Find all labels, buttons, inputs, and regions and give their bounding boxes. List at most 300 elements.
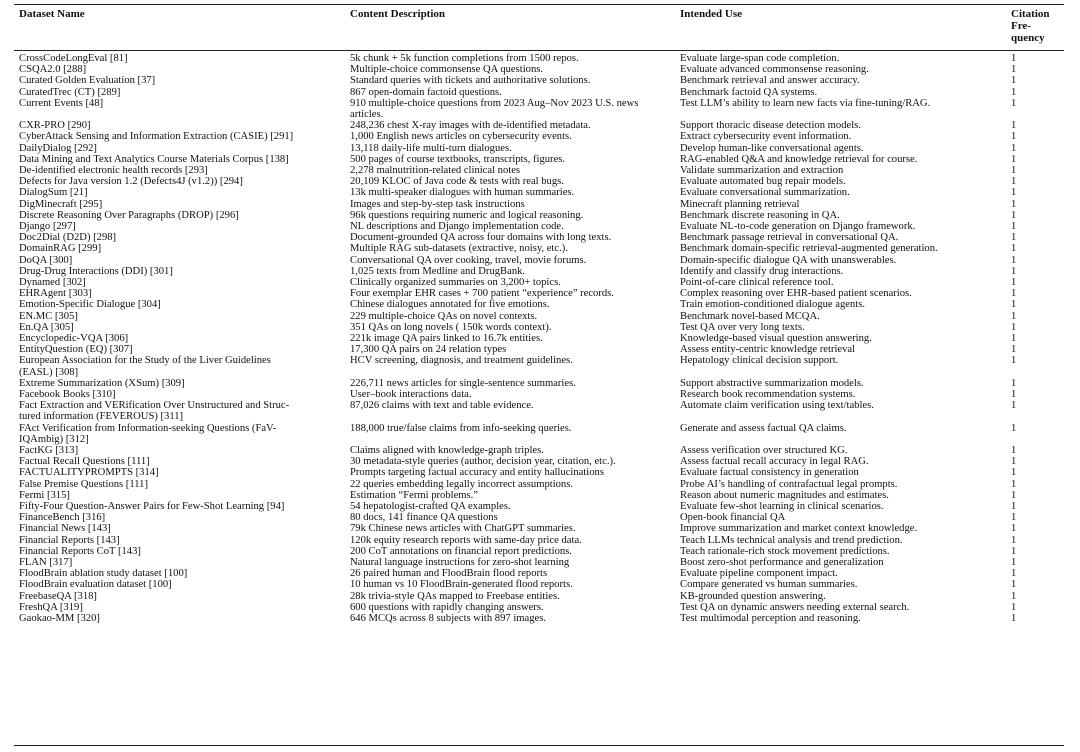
citation-frequency-cell-line: 1 [1011, 389, 1017, 400]
intended-use-cell-line: Develop human-like conversational agents. [680, 142, 864, 154]
citation-frequency-cell-line: 1 [1011, 545, 1017, 557]
header-content-description: Content Description [350, 8, 446, 20]
dataset-name-cell [19, 591, 339, 602]
content-description-cell-line: 10 human vs 10 FloodBrain-generated flood reports. [350, 579, 573, 591]
content-description-cell-line: Images and step-by-step task instructions [350, 198, 525, 210]
content-description-cell [350, 546, 670, 557]
intended-use-cell [680, 266, 1000, 277]
content-description-cell [350, 602, 670, 613]
dataset-name-cell-line: EntityQuestion (EQ) [307] [19, 344, 133, 356]
dataset-name-cell-line: Extreme Summarization (XSum) [309] [19, 377, 185, 389]
dataset-name-cell [19, 456, 339, 467]
content-description-cell-line: Four exemplar EHR cases + 700 patient “experience” records. [350, 288, 614, 300]
citation-frequency-cell-line: 1 [1011, 333, 1017, 344]
citation-frequency-cell [1011, 154, 1061, 165]
content-description-cell [350, 255, 670, 266]
intended-use-cell [680, 501, 1000, 512]
intended-use-cell [680, 131, 1000, 142]
intended-use-cell-line: Teach rationale-rich stock movement predictions. [680, 545, 890, 557]
citation-frequency-cell-line: 1 [1011, 86, 1017, 98]
intended-use-cell-line: Compare generated vs human summaries. [680, 579, 858, 591]
intended-use-cell-line: Evaluate large-span code completion. [680, 53, 840, 64]
content-description-cell [350, 423, 670, 434]
content-description-cell [350, 344, 670, 355]
content-description-cell-line: Estimation “Fermi problems.” [350, 489, 478, 501]
citation-frequency-cell-line: 1 [1011, 97, 1017, 109]
content-description-cell [350, 98, 670, 120]
content-description-cell-line: 646 MCQs across 8 subjects with 897 images. [350, 613, 546, 624]
content-description-cell-line: 229 multiple-choice QAs on novel contexts. [350, 310, 538, 322]
citation-frequency-cell-line: 1 [1011, 613, 1017, 624]
citation-frequency-cell-line: 1 [1011, 557, 1017, 568]
intended-use-cell [680, 255, 1000, 266]
content-description-cell [350, 445, 670, 456]
citation-frequency-cell [1011, 277, 1061, 288]
citation-frequency-cell-line: 1 [1011, 299, 1017, 311]
intended-use-cell-line: Benchmark passage retrieval in conversational QA. [680, 232, 899, 244]
content-description-cell [350, 311, 670, 322]
content-description-cell [350, 165, 670, 176]
citation-frequency-cell [1011, 389, 1061, 400]
content-description-cell [350, 355, 670, 366]
header-dataset-name: Dataset Name [19, 8, 85, 20]
intended-use-cell-line: Automate claim verification using text/tables. [680, 400, 874, 412]
content-description-cell [350, 87, 670, 98]
intended-use-cell-line: Reason about numeric magnitudes and estimates. [680, 489, 889, 501]
intended-use-cell-line: Research book recommendation systems. [680, 389, 856, 400]
intended-use-cell [680, 456, 1000, 467]
citation-frequency-cell [1011, 512, 1061, 523]
content-description-cell [350, 490, 670, 501]
citation-frequency-cell-line: 1 [1011, 601, 1017, 613]
dataset-name-cell [19, 400, 339, 422]
dataset-name-cell-line: Discrete Reasoning Over Paragraphs (DROP) [296] [19, 209, 239, 221]
content-description-cell [350, 568, 670, 579]
citation-frequency-cell-line: 1 [1011, 478, 1017, 490]
dataset-name-cell-line: DialogSum [21] [19, 187, 88, 199]
content-description-cell-line: 200 CoT annotations on financial report predictions. [350, 545, 572, 557]
content-description-cell-line: 351 QAs on long novels ( 150k words context). [350, 321, 552, 333]
content-description-cell [350, 187, 670, 198]
citation-frequency-cell-line: 1 [1011, 590, 1017, 602]
content-description-cell-line: 5k chunk + 5k function completions from 1500 repos. [350, 53, 579, 64]
dataset-name-cell-line: FloodBrain ablation study dataset [100] [19, 568, 188, 580]
dataset-name-cell-line: Doc2Dial (D2D) [298] [19, 232, 117, 244]
citation-frequency-cell-line: 1 [1011, 579, 1017, 591]
intended-use-cell [680, 143, 1000, 154]
citation-frequency-cell-line: 1 [1011, 445, 1017, 456]
citation-frequency-cell [1011, 131, 1061, 142]
content-description-cell [350, 456, 670, 467]
dataset-name-cell-line-2: (EASL) [308] [19, 366, 79, 378]
intended-use-cell [680, 232, 1000, 243]
intended-use-cell [680, 546, 1000, 557]
intended-use-cell [680, 221, 1000, 232]
citation-frequency-cell [1011, 344, 1061, 355]
intended-use-cell-line: Validate summarization and extraction [680, 165, 844, 176]
intended-use-cell [680, 490, 1000, 501]
citation-frequency-cell [1011, 423, 1061, 434]
citation-frequency-cell-line: 1 [1011, 131, 1017, 143]
dataset-name-cell [19, 389, 339, 400]
intended-use-cell [680, 467, 1000, 478]
dataset-name-cell-line: CuratedTrec (CT) [289] [19, 86, 121, 98]
intended-use-cell-line: Evaluate factual consistency in generation [680, 467, 859, 479]
intended-use-cell-line: Train emotion-conditioned dialogue agents. [680, 299, 865, 311]
content-description-cell [350, 467, 670, 478]
intended-use-cell [680, 591, 1000, 602]
content-description-cell [350, 131, 670, 142]
dataset-name-cell-line: CXR-PRO [290] [19, 120, 91, 132]
dataset-name-cell [19, 277, 339, 288]
citation-frequency-cell [1011, 523, 1061, 534]
content-description-cell [350, 120, 670, 131]
content-description-cell-line: 22 queries embedding legally incorrect assumptions. [350, 478, 574, 490]
dataset-name-cell-line: FreebaseQA [318] [19, 590, 97, 602]
intended-use-cell [680, 322, 1000, 333]
intended-use-cell-line: Evaluate NL-to-code generation on Django framework. [680, 221, 916, 232]
citation-frequency-cell-line: 1 [1011, 53, 1017, 64]
intended-use-cell-line: Knowledge-based visual question answering. [680, 333, 872, 344]
citation-frequency-cell-line: 1 [1011, 288, 1017, 300]
citation-frequency-cell [1011, 232, 1061, 243]
dataset-name-cell [19, 579, 339, 590]
citation-frequency-cell-line: 1 [1011, 501, 1017, 512]
dataset-name-cell [19, 143, 339, 154]
header-citation-line1: Citation [1011, 8, 1050, 20]
citation-frequency-cell-line: 1 [1011, 198, 1017, 210]
content-description-cell [350, 613, 670, 624]
dataset-name-cell-line: FinanceBench [316] [19, 512, 106, 524]
intended-use-cell [680, 479, 1000, 490]
citation-frequency-cell [1011, 210, 1061, 221]
content-description-cell-line: Multiple-choice commonsense QA questions. [350, 64, 544, 76]
intended-use-cell [680, 568, 1000, 579]
content-description-cell-line: User–book interactions data. [350, 389, 472, 400]
content-description-cell [350, 333, 670, 344]
dataset-name-cell-line: FactKG [313] [19, 445, 79, 456]
content-description-cell-line: 26 paired human and FloodBrain flood reports [350, 568, 548, 580]
dataset-name-cell [19, 311, 339, 322]
dataset-name-cell [19, 445, 339, 456]
intended-use-cell [680, 64, 1000, 75]
content-description-cell-line: Claims aligned with knowledge-graph triples. [350, 445, 544, 456]
citation-frequency-cell [1011, 333, 1061, 344]
dataset-name-cell [19, 120, 339, 131]
intended-use-cell-line: Extract cybersecurity event information. [680, 131, 852, 143]
citation-frequency-cell [1011, 255, 1061, 266]
citation-frequency-cell-line: 1 [1011, 489, 1017, 501]
content-description-cell-line: NL descriptions and Django implementation code. [350, 221, 564, 232]
content-description-cell-line: 226,711 news articles for single-sentence summaries. [350, 377, 576, 389]
citation-frequency-cell-line: 1 [1011, 344, 1017, 356]
header-intended-use: Intended Use [680, 8, 743, 20]
intended-use-cell-line: Benchmark domain-specific retrieval-augmented generation. [680, 243, 938, 255]
content-description-cell-line: 20,109 KLOC of Java code & tests with real bugs. [350, 176, 564, 188]
citation-frequency-cell-line: 1 [1011, 400, 1017, 412]
content-description-cell-line: 120k equity research reports with same-day price data. [350, 534, 582, 546]
dataset-name-cell-line: Data Mining and Text Analytics Course Materials Corpus [138] [19, 153, 289, 165]
content-description-cell [350, 266, 670, 277]
content-description-cell [350, 579, 670, 590]
dataset-name-cell-line: Emotion-Specific Dialogue [304] [19, 299, 161, 311]
content-description-cell-line: 1,025 texts from Medline and DrugBank. [350, 265, 526, 277]
dataset-name-cell-line-2: IQAmbig) [312] [19, 433, 89, 445]
intended-use-cell-line: Hepatology clinical decision support. [680, 355, 839, 367]
dataset-name-cell [19, 75, 339, 86]
citation-frequency-cell-line: 1 [1011, 512, 1017, 524]
citation-frequency-cell [1011, 87, 1061, 98]
content-description-cell-line: Clinically organized summaries on 3,200+ topics. [350, 277, 561, 288]
dataset-name-cell-line: Drug-Drug Interactions (DDI) [301] [19, 265, 173, 277]
citation-frequency-cell [1011, 535, 1061, 546]
content-description-cell-line: 248,236 chest X-ray images with de-identified metadata. [350, 120, 591, 132]
content-description-cell [350, 400, 670, 411]
dataset-name-cell-line: DailyDialog [292] [19, 142, 97, 154]
content-description-cell-line: Prompts targeting factual accuracy and entity hallucinations [350, 467, 604, 479]
bottom-rule [14, 745, 1064, 746]
intended-use-cell [680, 98, 1000, 109]
citation-frequency-cell [1011, 322, 1061, 333]
intended-use-cell-line: Benchmark retrieval and answer accuracy. [680, 75, 860, 87]
citation-frequency-cell [1011, 557, 1061, 568]
intended-use-cell-line: RAG-enabled Q&A and knowledge retrieval for course. [680, 153, 918, 165]
citation-frequency-cell-line: 1 [1011, 232, 1017, 244]
dataset-name-cell-line: Financial Reports [143] [19, 534, 120, 546]
intended-use-cell [680, 299, 1000, 310]
dataset-name-cell-line: FreshQA [319] [19, 601, 83, 613]
dataset-name-cell [19, 243, 339, 254]
dataset-name-cell [19, 613, 339, 624]
intended-use-cell-line: Evaluate conversational summarization. [680, 187, 850, 199]
content-description-cell [350, 591, 670, 602]
citation-frequency-cell [1011, 299, 1061, 310]
citation-frequency-cell-line: 1 [1011, 467, 1017, 479]
dataset-name-cell-line: FACTUALITYPROMPTS [314] [19, 467, 159, 479]
dataset-name-cell-line: Curated Golden Evaluation [37] [19, 75, 156, 87]
dataset-name-cell-line: European Association for the Study of the Liver Guidelines [19, 355, 271, 367]
citation-frequency-cell-line: 1 [1011, 310, 1017, 322]
citation-frequency-cell [1011, 602, 1061, 613]
content-description-cell-line: Document-grounded QA across four domains with long texts. [350, 232, 612, 244]
dataset-name-cell-line: Defects for Java version 1.2 (Defects4J (v1.2)) [294] [19, 176, 243, 188]
intended-use-cell [680, 333, 1000, 344]
dataset-name-cell [19, 490, 339, 501]
citation-frequency-cell [1011, 546, 1061, 557]
citation-frequency-cell [1011, 64, 1061, 75]
citation-frequency-cell [1011, 165, 1061, 176]
intended-use-cell [680, 53, 1000, 64]
content-description-cell-line: 600 questions with rapidly changing answers. [350, 601, 544, 613]
dataset-name-cell-line: FloodBrain evaluation dataset [100] [19, 579, 172, 591]
intended-use-cell [680, 210, 1000, 221]
citation-frequency-cell [1011, 591, 1061, 602]
content-description-cell-line: 13k multi-speaker dialogues with human summaries. [350, 187, 575, 199]
content-description-cell [350, 557, 670, 568]
citation-frequency-cell [1011, 187, 1061, 198]
dataset-name-cell [19, 512, 339, 523]
dataset-name-cell-line: Fermi [315] [19, 489, 70, 501]
citation-frequency-cell-line: 1 [1011, 187, 1017, 199]
intended-use-cell-line: Identify and classify drug interactions. [680, 265, 844, 277]
citation-frequency-cell-line: 1 [1011, 534, 1017, 546]
dataset-name-cell-line: CrossCodeLongEval [81] [19, 53, 128, 64]
content-description-cell-line: 221k image QA pairs linked to 16.7k entities. [350, 333, 543, 344]
content-description-cell-line: Natural language instructions for zero-shot learning [350, 557, 570, 568]
dataset-name-cell-line: DomainRAG [299] [19, 243, 102, 255]
citation-frequency-cell [1011, 400, 1061, 411]
intended-use-cell [680, 512, 1000, 523]
citation-frequency-cell [1011, 456, 1061, 467]
dataset-name-cell-line: Encyclopedic-VQA [306] [19, 333, 129, 344]
citation-frequency-cell [1011, 143, 1061, 154]
citation-frequency-cell [1011, 355, 1061, 366]
intended-use-cell [680, 199, 1000, 210]
dataset-name-cell [19, 199, 339, 210]
intended-use-cell [680, 535, 1000, 546]
citation-frequency-cell-line: 1 [1011, 176, 1017, 188]
intended-use-cell [680, 243, 1000, 254]
intended-use-cell [680, 602, 1000, 613]
dataset-name-cell-line: De-identified electronic health records [293] [19, 165, 208, 176]
intended-use-cell-line: Benchmark novel-based MCQA. [680, 310, 820, 322]
citation-frequency-cell-line: 1 [1011, 209, 1017, 221]
intended-use-cell [680, 311, 1000, 322]
content-description-cell-line: Conversational QA over cooking, travel, movie forums. [350, 254, 587, 266]
content-description-cell-line: 87,026 claims with text and table evidence. [350, 400, 534, 412]
dataset-name-cell-line-2: tured information (FEVEROUS) [311] [19, 411, 184, 423]
content-description-cell [350, 389, 670, 400]
content-description-cell-line: Chinese dialogues annotated for five emotions. [350, 299, 550, 311]
intended-use-cell-line: Benchmark discrete reasoning in QA. [680, 209, 840, 221]
citation-frequency-cell [1011, 75, 1061, 86]
intended-use-cell-line: Assess factual recall accuracy in legal RAG. [680, 456, 869, 468]
content-description-cell-line: 17,300 QA pairs on 24 relation types [350, 344, 507, 356]
content-description-cell [350, 322, 670, 333]
citation-frequency-cell [1011, 490, 1061, 501]
citation-frequency-cell [1011, 266, 1061, 277]
citation-frequency-cell [1011, 311, 1061, 322]
intended-use-cell-line: Assess verification over structured KG. [680, 445, 848, 456]
content-description-cell [350, 64, 670, 75]
content-description-cell [350, 277, 670, 288]
intended-use-cell [680, 165, 1000, 176]
dataset-name-cell-line: DoQA [300] [19, 254, 73, 266]
content-description-cell-line: Multiple RAG sub-datasets (extractive, noisy, etc.). [350, 243, 568, 255]
dataset-name-cell [19, 53, 339, 64]
dataset-name-cell-line: Financial Reports CoT [143] [19, 545, 141, 557]
content-description-cell-line: 79k Chinese news articles with ChatGPT summaries. [350, 523, 576, 535]
dataset-name-cell-line: Dynamed [302] [19, 277, 86, 288]
dataset-name-cell-line: DigMinecraft [295] [19, 198, 103, 210]
intended-use-cell-line: Teach LLMs technical analysis and trend prediction. [680, 534, 903, 546]
citation-frequency-cell [1011, 501, 1061, 512]
citation-frequency-cell [1011, 479, 1061, 490]
citation-frequency-cell-line: 1 [1011, 456, 1017, 468]
citation-frequency-cell-line: 1 [1011, 221, 1017, 232]
citation-frequency-cell [1011, 243, 1061, 254]
citation-frequency-cell [1011, 467, 1061, 478]
intended-use-cell-line: Minecraft planning retrieval [680, 198, 800, 210]
intended-use-cell [680, 378, 1000, 389]
dataset-name-cell [19, 266, 339, 277]
intended-use-cell [680, 176, 1000, 187]
header-citation-frequency [1011, 8, 1061, 44]
intended-use-cell [680, 579, 1000, 590]
intended-use-cell-line: Generate and assess factual QA claims. [680, 422, 847, 434]
intended-use-cell [680, 75, 1000, 86]
dataset-name-cell-line: Factual Recall Questions [111] [19, 456, 150, 468]
citation-frequency-cell [1011, 288, 1061, 299]
dataset-name-cell [19, 165, 339, 176]
dataset-name-cell [19, 557, 339, 568]
content-description-cell [350, 75, 670, 86]
intended-use-cell [680, 154, 1000, 165]
citation-frequency-cell-line: 1 [1011, 568, 1017, 580]
intended-use-cell [680, 120, 1000, 131]
content-description-cell [350, 479, 670, 490]
content-description-cell [350, 378, 670, 389]
intended-use-cell-line: Evaluate few-shot learning in clinical scenarios. [680, 501, 884, 512]
dataset-name-cell [19, 479, 339, 490]
content-description-cell [350, 232, 670, 243]
content-description-cell [350, 221, 670, 232]
content-description-cell-line: 54 hepatologist-crafted QA examples. [350, 501, 511, 512]
header-citation-line3: quency [1011, 32, 1045, 44]
intended-use-cell-line: KB-grounded question answering. [680, 590, 826, 602]
citation-frequency-cell-line: 1 [1011, 64, 1017, 76]
dataset-name-cell [19, 221, 339, 232]
citation-frequency-cell-line: 1 [1011, 254, 1017, 266]
intended-use-cell-line: Support abstractive summarization models. [680, 377, 864, 389]
intended-use-cell [680, 389, 1000, 400]
dataset-name-cell [19, 187, 339, 198]
dataset-name-cell [19, 255, 339, 266]
citation-frequency-cell [1011, 568, 1061, 579]
intended-use-cell-line: Open-book financial QA [680, 512, 786, 524]
citation-frequency-cell-line: 1 [1011, 165, 1017, 176]
intended-use-cell [680, 523, 1000, 534]
intended-use-cell [680, 187, 1000, 198]
dataset-name-cell-line: FAct Verification from Information-seeking Questions (FaV- [19, 422, 277, 434]
dataset-name-cell [19, 98, 339, 109]
citation-frequency-cell-line: 1 [1011, 355, 1017, 367]
intended-use-cell-line: Evaluate advanced commonsense reasoning. [680, 64, 869, 76]
content-description-cell-line: HCV screening, diagnosis, and treatment guidelines. [350, 355, 573, 367]
content-description-cell [350, 299, 670, 310]
table-header [0, 4, 1080, 48]
citation-frequency-cell-line: 1 [1011, 243, 1017, 255]
intended-use-cell-line: Test QA over very long texts. [680, 321, 805, 333]
header-citation-line2: Fre- [1011, 20, 1031, 32]
content-description-cell-line: 28k trivia-style QAs mapped to Freebase entities. [350, 590, 560, 602]
citation-frequency-cell [1011, 120, 1061, 131]
content-description-cell [350, 210, 670, 221]
dataset-name-cell-line: CSQA2.0 [288] [19, 64, 87, 76]
content-description-cell [350, 288, 670, 299]
dataset-name-cell [19, 344, 339, 355]
content-description-cell-line: 867 open-domain factoid questions. [350, 86, 502, 98]
citation-frequency-cell [1011, 221, 1061, 232]
intended-use-cell [680, 87, 1000, 98]
dataset-name-cell-line: FLAN [317] [19, 557, 73, 568]
dataset-name-cell-line: EN.MC [305] [19, 310, 78, 322]
content-description-cell-line-2: articles. [350, 109, 384, 120]
citation-frequency-cell [1011, 199, 1061, 210]
citation-frequency-cell-line: 1 [1011, 75, 1017, 87]
content-description-cell [350, 501, 670, 512]
intended-use-cell [680, 288, 1000, 299]
